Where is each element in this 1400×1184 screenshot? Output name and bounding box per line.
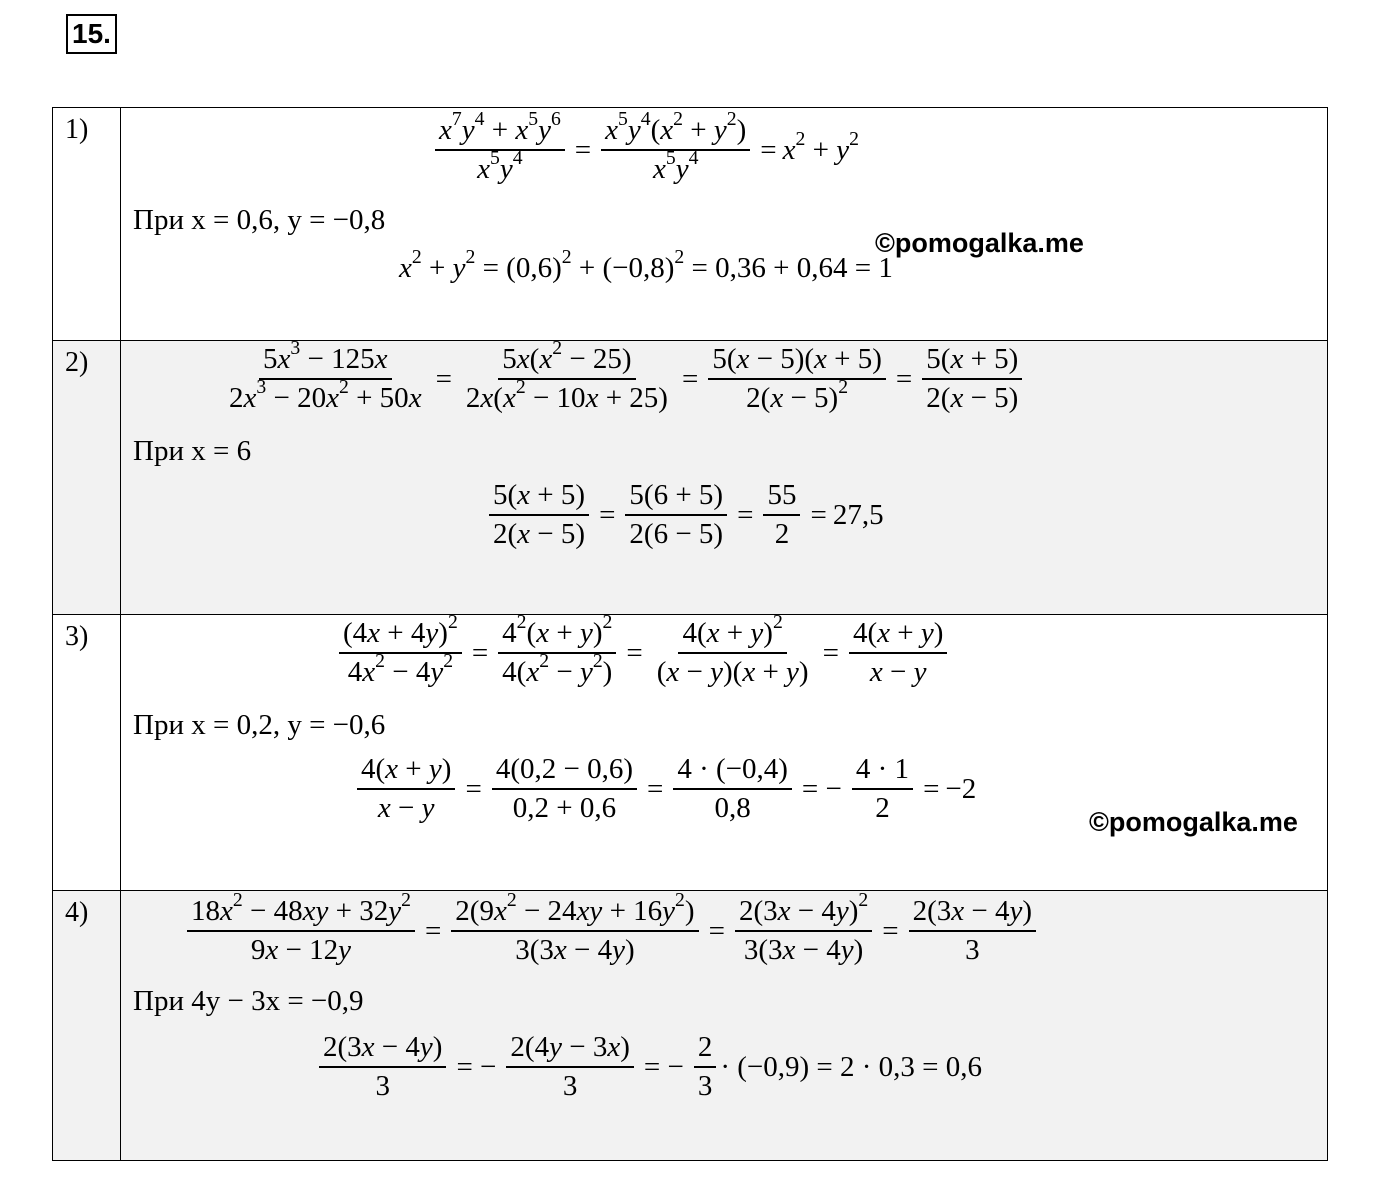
formula-evaluation: $\frac{4(x + y)}{x - y}$ = $\frac{4(0,2 - 0,6)}{0,2 + 0,6}$ = $\frac{4 \cdot (-0,4)}{0,8}$ = − $\frac{4 \cdot 1}{2}$ = −2 [353,753,976,826]
formula-simplification: $\frac{18x^2 - 48xy + 32y^2}{9x - 12y}$ = $\frac{2(9x^2 - 24xy + 16y^2)}{3(3x - 4y)}$ = $\frac{2(3x - 4y)^2}{3(3x - 4y)}$ = $\frac{2(3x - 4y)}{3}$ [183,895,1040,968]
table-row [53,615,1328,891]
solutions-table [52,107,1328,1161]
solution-cell [121,891,1328,1161]
substitution-condition: При 4y − 3x = −0,9 [133,985,364,1017]
formula-evaluation: $\frac{5(x + 5)}{2(x - 5)}$ = $\frac{5(6 + 5)}{2(6 - 5)}$ = $\frac{55}{2}$ = 27,5 [485,479,884,552]
table-row [53,341,1328,615]
substitution-condition: При x = 0,6, y = −0,8 [133,204,386,236]
row-label: 2) [53,341,121,615]
formula-evaluation: $x^2 + y^2 = (0,6)^2 + (-0,8)^2 = 0,36 + 0,64 = 1$ [399,246,893,284]
table-row [53,108,1328,341]
watermark: ©pomogalka.me [1089,807,1298,837]
formula-simplification: $\frac{5x^3 - 125x}{2x^3 - 20x^2 + 50x}$ = $\frac{5x(x^2 - 25)}{2x(x^2 - 10x + 25)}$ = $\frac{5(x - 5)(x + 5)}{2(x - 5)^2}$ = $\frac{5(x + 5)}{2(x - 5)}$ [221,343,1026,416]
solution-cell [121,337,1328,615]
formula-simplification: $\frac{(4x + 4y)^2}{4x^2 - 4y^2}$ = $\frac{4^2(x + y)^2}{4(x^2 - y^2)}$ = $\frac{4(x + y)^2}{(x - y)(x + y)}$ = $\frac{4(x + y)}{x - y}$ [335,617,951,690]
solution-cell [121,108,1328,341]
solution-cell [121,611,1328,891]
formula-evaluation: $\frac{2(3x - 4y)}{3}$ = − $\frac{2(4y - 3x)}{3}$ = − $\frac{2}{3}$ · (−0,9) = 2 · 0,3 = 0,6 [315,1031,982,1104]
problem-number: 15. [66,14,117,54]
row-label: 4) [53,891,121,1161]
row-label: 3) [53,615,121,891]
table-row [53,891,1328,1161]
substitution-condition: При x = 0,2, y = −0,6 [133,709,386,741]
row-label: 1) [53,108,121,341]
formula-simplification: $\frac{x^7y^4 + x^5y^6}{x^5y^4}$ = $\frac{x^5y^4(x^2 + y^2)}{x^5y^4}$ = $x^2 + y^2$ [431,114,859,187]
watermark: ©pomogalka.me [875,228,1084,258]
substitution-condition: При x = 6 [133,435,252,467]
